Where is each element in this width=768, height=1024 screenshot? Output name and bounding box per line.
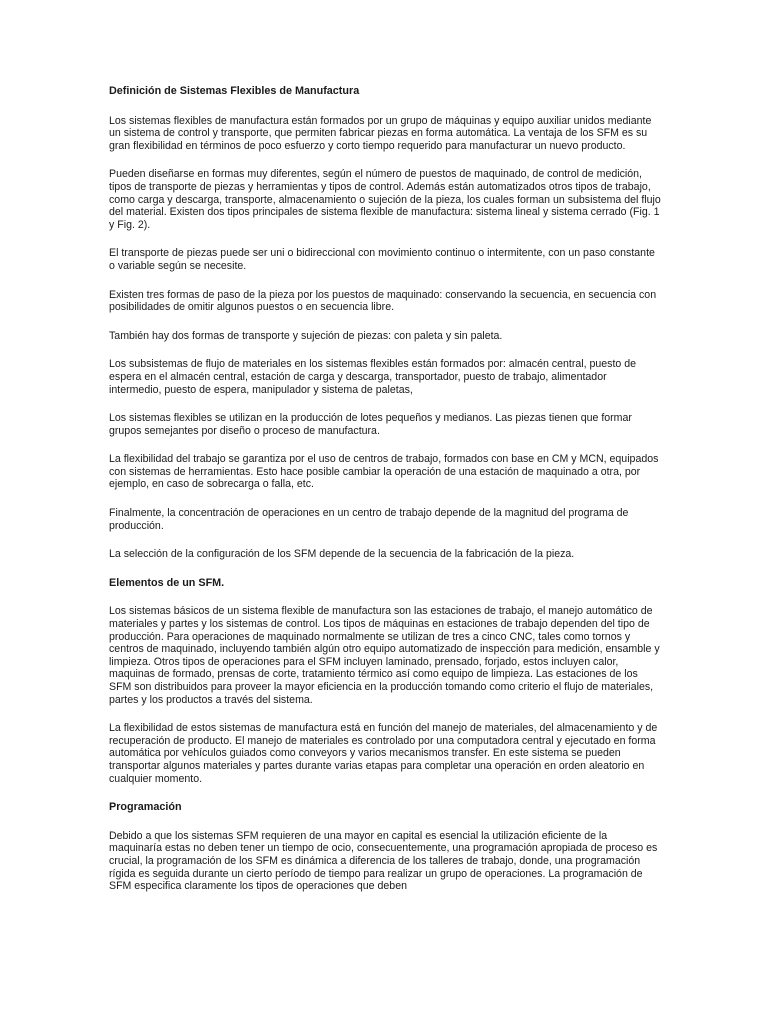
paragraph: Pueden diseñarse en formas muy diferentes, según el número de puestos de maquinado, de control de medición, tipos de transporte de piezas y herramientas y tipos de control. Además están automatizados otros tipos de trabajo, como carga y descarga, transporte, almacenamiento o sujeción de la pieza, los cuales forman un subsistema del flujo del material. Existen dos tipos principales de sistema flexible de manufactura: sistema lineal y sistema cerrado (Fig. 1 y Fig. 2). (109, 168, 661, 231)
section-heading-elementos: Elementos de un SFM. (109, 576, 225, 589)
paragraph: Finalmente, la concentración de operaciones en un centro de trabajo depende de la magnitud del programa de producción. (109, 507, 629, 532)
section-heading-programacion: Programación (109, 801, 182, 814)
paragraph: Debido a que los sistemas SFM requieren de una mayor en capital es esencial la utilización eficiente de la maquinaría estas no deben tener un tiempo de ocio, consecuentemente, una programación apropiada de proceso es crucial, la programación de los SFM es dinámica a diferencia de los talleres de trabajo, donde, una programación rígida es seguida durante un cierto período de tiempo para realizar un grupo de operaciones. La programación de SFM especifica claramente los tipos de operaciones que deben (109, 829, 658, 893)
paragraph: Los sistemas flexibles se utilizan en la producción de lotes pequeños y medianos. Las piezas tienen que formar grupos semejantes por diseño o proceso de manufactura. (109, 412, 632, 437)
section-heading-definicion: Definición de Sistemas Flexibles de Manufactura (109, 85, 360, 97)
paragraph: Existen tres formas de paso de la pieza por los puestos de maquinado: conservando la secuencia, en secuencia con posibilidades de omitir algunos puestos o en secuencia libre. (109, 288, 657, 314)
paragraph: Los sistemas flexibles de manufactura están formados por un grupo de máquinas y equipo auxiliar unidos mediante un sistema de control y transporte, que permiten fabricar piezas en forma automática. La ventaja de los SFM es su gran flexibilidad en términos de poco esfuerzo y corto tiempo requerido para manufacturar un nuevo producto. (109, 114, 652, 152)
paragraph: Los sistemas básicos de un sistema flexible de manufactura son las estaciones de trabajo, el manejo automático de materiales y partes y los sistemas de control. Los tipos de máquinas en estaciones de trabajo dependen del tipo de producción. Para operaciones de maquinado normalmente se utilizan de tres a cinco CNC, tales como tornos y centros de maquinado, incluyendo también algún otro equipo automatizado de inspección para medición, ensamble y limpieza. Otros tipos de operaciones para el SFM incluyen laminado, prensado, forjado, estos incluyen calor, maquinas de formado, prensas de corte, tratamiento térmico así como equipo de limpieza. Las estaciones de los SFM son distribuidos para proveer la mayor eficiencia en la producción tomando como criterio el flujo de materiales, partes y los productos a través del sistema. (109, 605, 660, 706)
paragraph: La selección de la configuración de los SFM depende de la secuencia de la fabricación de la pieza. (109, 548, 575, 561)
paragraph: La flexibilidad del trabajo se garantiza por el uso de centros de trabajo, formados con base en CM y MCN, equipados con sistemas de herramientas. Esto hace posible cambiar la operación de una estación de maquinado a otra, por ejemplo, en caso de sobrecarga o falla, etc. (109, 453, 659, 491)
paragraph: Los subsistemas de flujo de materiales en los sistemas flexibles están formados por: almacén central, puesto de espera en el almacén central, estación de carga y descarga, transportador, puesto de trabajo, alimentador intermedio, puesto de espera, manipulador y sistema de paletas, (109, 358, 637, 396)
paragraph: El transporte de piezas puede ser uni o bidireccional con movimiento continuo o intermitente, con un paso constante o variable según se necesite. (109, 247, 655, 272)
paragraph: La flexibilidad de estos sistemas de manufactura está en función del manejo de materiales, del almacenamiento y de recuperación de producto. El manejo de materiales es controlado por una computadora central y ejecutado en forma automática por vehículos guiados como conveyors y varios mecanismos transfer. En este sistema se pueden transportar algunos materiales y partes durante varias etapas para completar una operación en orden aleatorio en cualquier momento. (109, 722, 658, 785)
paragraph: También hay dos formas de transporte y sujeción de piezas: con paleta y sin paleta. (109, 329, 503, 342)
document-body (109, 85, 661, 909)
